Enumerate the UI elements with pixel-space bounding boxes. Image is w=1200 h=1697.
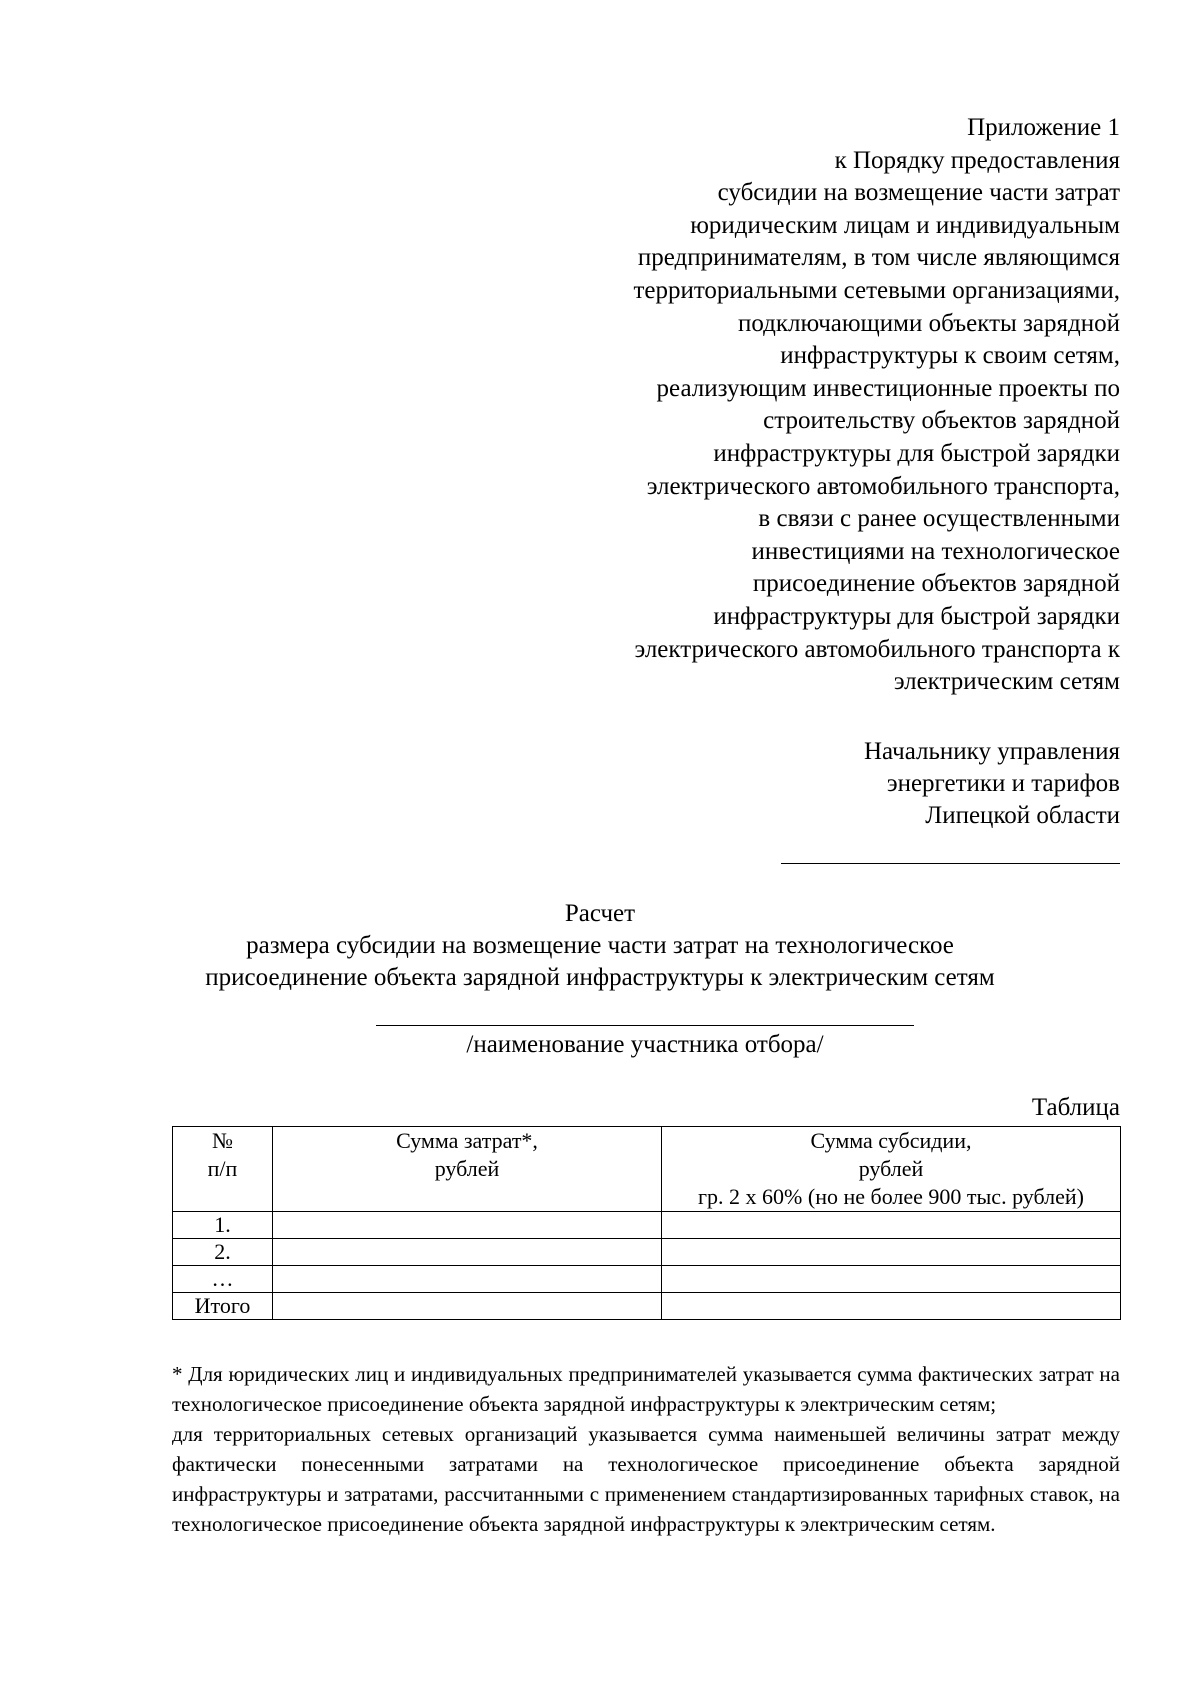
appendix-line: подключающими объекты зарядной (737, 309, 1120, 337)
row-total-label: Итого (173, 1293, 273, 1320)
header-subsidy: Сумма субсидии, рублей гр. 2 х 60% (но не более 900 тыс. рублей) (662, 1127, 1121, 1212)
appendix-line: инвестициями на технологическое (751, 537, 1120, 565)
appendix-line: инфраструктуры к своим сетям, (780, 342, 1120, 370)
appendix-line: юридическим лицам и индивидуальным (690, 211, 1120, 239)
addressee-line: энергетики и тарифов (886, 770, 1120, 797)
subsidy-cell[interactable] (662, 1212, 1121, 1239)
document-heading (150, 898, 1050, 994)
appendix-line: электрическим сетям (893, 668, 1120, 696)
addressee-block (700, 736, 1120, 832)
row-number: … (173, 1266, 273, 1293)
costs-cell[interactable] (273, 1266, 662, 1293)
participant-caption: /наименование участника отбора/ (466, 1031, 824, 1058)
header-costs: Сумма затрат*, рублей (273, 1127, 662, 1212)
document-title: Расчет (564, 900, 636, 927)
table-row (173, 1239, 1121, 1266)
footnote (172, 1359, 1120, 1539)
appendix-line: строительству объектов зарядной (763, 407, 1120, 435)
appendix-line: инфраструктуры для быстрой зарядки (713, 602, 1120, 630)
subsidy-cell[interactable] (662, 1266, 1121, 1293)
appendix-line: электрического автомобильного транспорта к (634, 635, 1120, 663)
row-number: 2. (173, 1239, 273, 1266)
appendix-line: Приложение 1 (967, 114, 1120, 141)
costs-cell[interactable] (273, 1239, 662, 1266)
subsidy-total-cell[interactable] (662, 1293, 1121, 1320)
table-row (173, 1266, 1121, 1293)
appendix-line: предпринимателям, в том числе являющимся (637, 244, 1120, 272)
appendix-line: реализующим инвестиционные проекты по (656, 374, 1120, 402)
row-number: 1. (173, 1212, 273, 1239)
addressee-name-blank-line (781, 863, 1120, 864)
appendix-line: присоединение объектов зарядной (752, 570, 1120, 598)
costs-cell[interactable] (273, 1212, 662, 1239)
calculation-table (172, 1126, 1121, 1320)
costs-total-cell[interactable] (273, 1293, 662, 1320)
subsidy-cell[interactable] (662, 1239, 1121, 1266)
participant-blank-line (376, 1025, 914, 1026)
table-row (173, 1212, 1121, 1239)
footnote-paragraph: * Для юридических лиц и индивидуальных предпринимателей указывается сумма фактических затрат на технологическое присоединение объекта зарядной инфраструктуры к электрическим сетям; (172, 1362, 1120, 1416)
table-caption: Таблица (1031, 1094, 1120, 1121)
table-total-row (173, 1293, 1121, 1320)
addressee-line: Липецкой области (925, 802, 1120, 829)
appendix-line: территориальными сетевыми организациями, (633, 276, 1120, 304)
table-header-row (173, 1127, 1121, 1212)
appendix-line: в связи с ранее осуществленными (758, 505, 1120, 533)
header-number: № п/п (173, 1127, 273, 1212)
footnote-paragraph: для территориальных сетевых организаций указывается сумма наименьшей величины затрат между фактически понесенными затратами на технологическое присоединение объекта зарядной инфраструктуры и затратами, рассчитанными с применением стандартизированных тарифных ставок, на технологическое присоединение объекта зарядной инфраструктуры к электрическим сетям. (172, 1422, 1120, 1536)
appendix-reference (480, 112, 1120, 699)
appendix-line: к Порядку предоставления (834, 146, 1120, 174)
document-subtitle-line: размера субсидии на возмещение части затрат на технологическое (246, 932, 954, 959)
appendix-line: электрического автомобильного транспорта, (646, 472, 1120, 500)
document-subtitle-line: присоединение объекта зарядной инфраструктуры к электрическим сетям (205, 964, 995, 991)
addressee-line: Начальнику управления (864, 738, 1120, 765)
appendix-line: инфраструктуры для быстрой зарядки (713, 439, 1120, 467)
appendix-line: субсидии на возмещение части затрат (717, 179, 1120, 207)
